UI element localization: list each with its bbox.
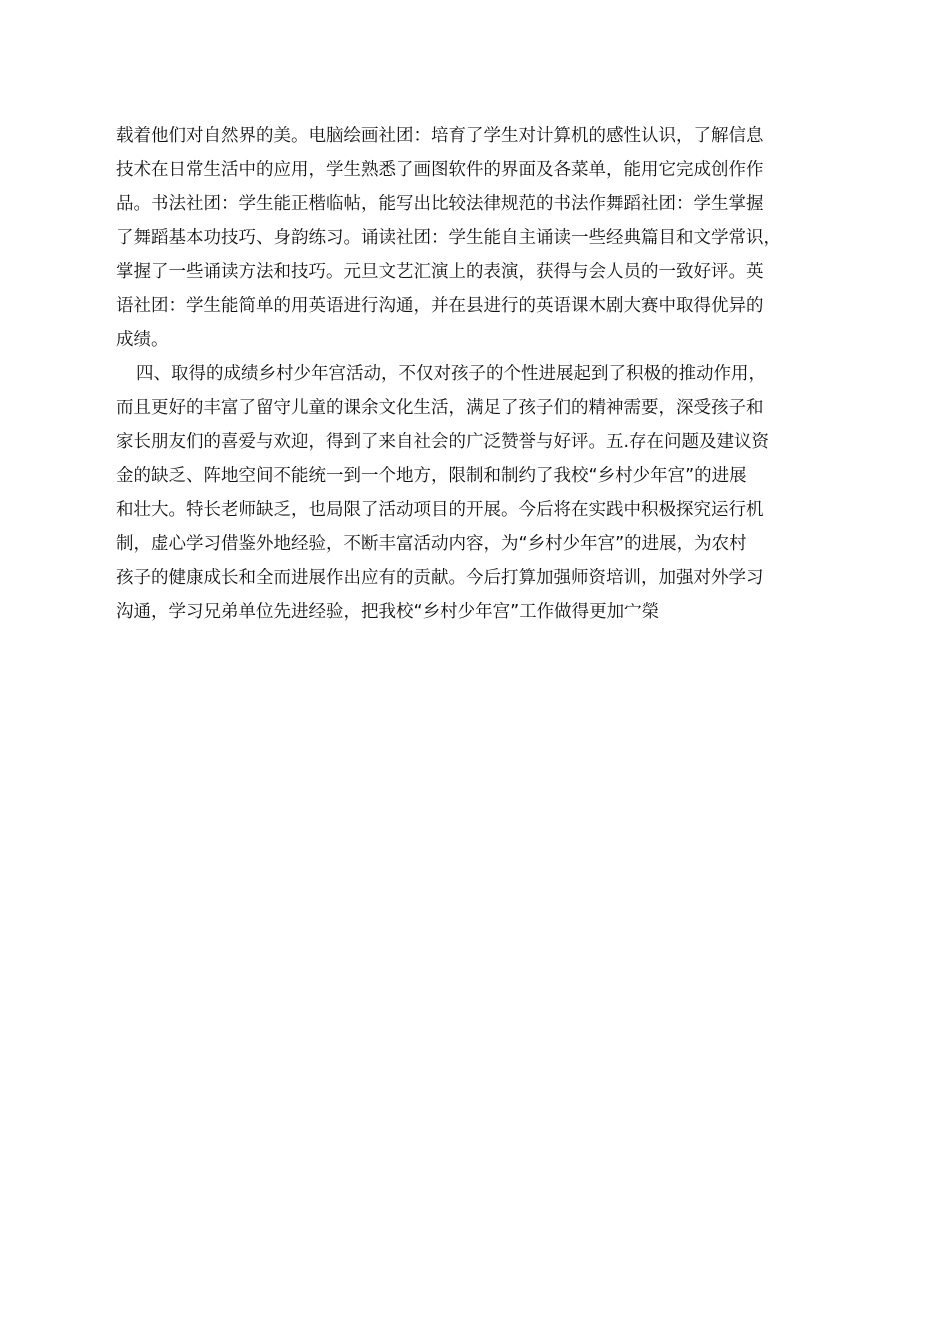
text-line: 掌握了一些诵读方法和技巧。元旦文艺汇演上的表演，获得与会人员的一致好评。英 — [116, 262, 764, 282]
text-line: 家长朋友们的喜爱与欢迎，得到了来自社会的广泛赞誉与好评。五.存在问题及建议资 — [116, 432, 770, 452]
text-line: 四、取得的成绩乡村少年宫活动，不仅对孩子的个性进展起到了积极的推动作用， — [136, 364, 766, 384]
paragraph-2 — [116, 357, 846, 629]
text-line: 和壮大。特长老师缺乏，也局限了活动项目的开展。今后将在实践中积极探究运行机 — [116, 500, 764, 520]
text-line: 成绩。 — [116, 330, 169, 350]
text-line: 金的缺乏、阵地空间不能统一到一个地方，限制和制约了我校“乡村少年宫”的进展 — [116, 466, 747, 486]
paragraph-1 — [116, 119, 846, 357]
body-text — [116, 119, 846, 629]
text-line: 了舞蹈基本功技巧、身韵练习。诵读社团：学生能自主诵读一些经典篇目和文学常识， — [116, 228, 781, 248]
text-line: 载着他们对自然界的美。电脑绘画社团：培育了学生对计算机的感性认识，了解信息 — [116, 126, 764, 146]
text-line: 孩子的健康成长和全而进展作出应有的贡献。今后打算加强师资培训，加强对外学习 — [116, 568, 764, 588]
text-line: 语社团：学生能简单的用英语进行沟通，并在县进行的英语课木剧大赛中取得优异的 — [116, 296, 764, 316]
text-line: 品。书法社团：学生能正楷临帖，能写出比较法律规范的书法作舞蹈社团：学生掌握 — [116, 194, 764, 214]
text-line: 制，虚心学习借鉴外地经验，不断丰富活动内容，为“乡村少年宫”的进展，为农村 — [116, 534, 747, 554]
text-line: 而且更好的丰富了留守儿童的课余文化生活，满足了孩子们的精神需要，深受孩子和 — [116, 398, 764, 418]
text-line: 技术在日常生活中的应用，学生熟悉了画图软件的界面及各菜单，能用它完成创作作 — [116, 160, 764, 180]
text-line: 沟通，学习兄弟单位先进经验，把我校“乡村少年宫”工作做得更加宀榮 — [116, 602, 660, 622]
